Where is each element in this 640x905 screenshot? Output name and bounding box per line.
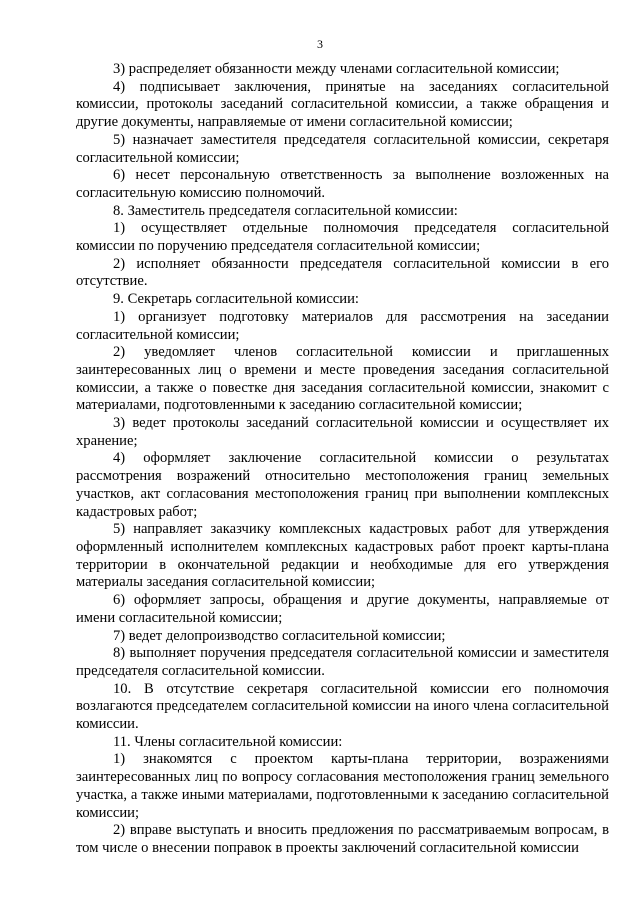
paragraph: 5) назначает заместителя председателя согласительной комиссии, секретаря согласительной комиссии; [76, 131, 609, 166]
paragraph: 6) несет персональную ответственность за выполнение возложенных на согласительную комиссию полномочий. [76, 167, 609, 201]
paragraph: 1) осуществляет отдельные полномочия председателя согласительной комиссии по поручению председателя согласительной комиссии; [76, 220, 609, 255]
paragraph: 4) подписывает заключения, принятые на заседаниях согласительной комиссии, протоколы заседаний согласительной комиссии, а также обращения и другие документы, направляемые от имени согласительной комиссии; [76, 78, 609, 131]
section-heading: 9. Секретарь согласительной комиссии: [113, 291, 359, 308]
paragraph: 2) исполняет обязанности председателя согласительной комиссии в его отсутствие. [76, 255, 609, 290]
document-body [76, 61, 609, 858]
section-heading: 8. Заместитель председателя согласительной комиссии: [113, 202, 458, 219]
paragraph: 4) оформляет заключение согласительной комиссии о результатах рассмотрения возражений относительно местоположения границ земельных участков, акт согласования местоположения границ при выполнении комплексных кадастровых работ; [76, 450, 609, 520]
paragraph: 3) распределяет обязанности между членами согласительной комиссии; [113, 61, 560, 77]
section-heading: 11. Члены согласительной комиссии: [113, 733, 343, 750]
paragraph: 8) выполняет поручения председателя согласительной комиссии и заместителя председателя согласительной комиссии. [76, 645, 609, 679]
paragraph: 1) организует подготовку материалов для рассмотрения на заседании согласительной комиссии; [76, 308, 609, 343]
paragraph: 2) вправе выступать и вносить предложения по рассматриваемым вопросам, в том числе о внесении поправок в проекты заключений согласительной комиссии [76, 822, 609, 856]
paragraph: 1) знакомятся с проектом карты-плана территории, возражениями заинтересованных лиц по вопросу согласования местоположения границ земельного участка, а также иными материалами, подготовленными к заседанию согласительной комиссии; [76, 751, 609, 821]
paragraph: 3) ведет протоколы заседаний согласительной комиссии и осуществляет их хранение; [76, 415, 609, 449]
paragraph: 5) направляет заказчику комплексных кадастровых работ для утверждения оформленный исполнителем комплексных кадастровых работ проект карты-плана территории в окончательной редакции и необходимые для его утверждения материалы заседания согласительной комиссии; [76, 521, 609, 591]
paragraph: 6) оформляет запросы, обращения и другие документы, направляемые от имени согласительной комиссии; [76, 592, 609, 626]
paragraph: 7) ведет делопроизводство согласительной комиссии; [113, 627, 446, 644]
paragraph: 2) уведомляет членов согласительной комиссии и приглашенных заинтересованных лиц о времени и месте проведения заседания согласительной комиссии, а также о повестке дня заседания согласительной комиссии, знакомит с материалами, подготовленными к заседанию согласительной комиссии; [76, 344, 609, 414]
paragraph: 10. В отсутствие секретаря согласительной комиссии его полномочия возлагаются председателем согласительной комиссии на иного члена согласительной комиссии. [76, 680, 609, 733]
page-number: 3 [317, 37, 323, 51]
